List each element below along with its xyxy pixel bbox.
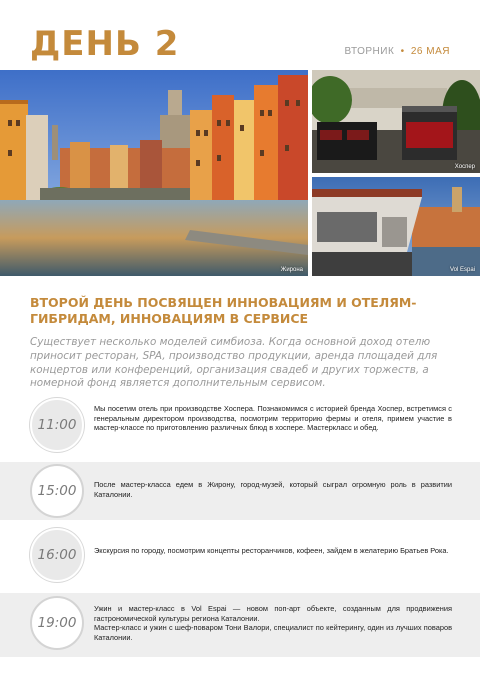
girona-illustration	[0, 70, 308, 276]
time-label: 11:00	[37, 417, 77, 433]
photo-caption-vol-espai: Vol Espai	[449, 267, 475, 273]
date-separator: •	[400, 46, 405, 57]
time-label: 19:00	[37, 615, 77, 631]
photo-caption-josper: Хоспер	[454, 164, 475, 170]
day-title: ДЕНЬ 2	[30, 24, 180, 64]
intro-paragraph: Существует несколько моделей симбиоза. Когда основной доход отелю приносит ресторан, SPA, производство продукции, аренда площадей для концертов или конференций, организация свадеб и других торжеств, а номерной фонд является дополнительным сервисом.	[30, 336, 438, 390]
josper-illustration	[312, 70, 480, 173]
time-badge	[30, 596, 84, 650]
schedule-description: После мастер-класса едем в Жирону, город-музей, который сыграл огромную роль в развитии Каталонии.	[94, 480, 452, 499]
schedule-description: Экскурсия по городу, посмотрим концепты ресторанчиков, кофеен, зайдем в желатерию Братьев Рока.	[94, 546, 449, 555]
schedule-description-line: Ужин и мастер-класс в Vol Espai — новом поп-арт объекте, созданным для продвижения гастрономической культуры региона Каталонии.	[94, 604, 452, 623]
date-line	[344, 46, 450, 57]
weekday: ВТОРНИК	[344, 46, 395, 57]
vol-espai-illustration	[312, 177, 480, 276]
schedule-row-1	[0, 398, 480, 456]
time-label: 16:00	[37, 547, 77, 563]
schedule-description: Мы посетим отель при производстве Хоспера. Познакомимся с историей бренда Хоспер, встретимся с генеральным директором производства, посмотрим территорию фермы и отеля, примем участие в мастер-классе по приготовлению различных блюд в хоспере. Мастеркласс и обед.	[94, 404, 452, 433]
photo-vol-espai	[312, 177, 480, 276]
photo-josper	[312, 70, 480, 173]
photo-girona	[0, 70, 308, 276]
photo-caption-girona: Жирона	[280, 267, 303, 273]
schedule-row-2	[0, 462, 480, 520]
time-badge	[30, 528, 84, 582]
schedule-description	[94, 604, 452, 642]
section-headline: ВТОРОЙ ДЕНЬ ПОСВЯЩЕН ИННОВАЦИЯМ И ОТЕЛЯМ-ГИБРИДАМ, ИННОВАЦИЯМ В СЕРВИСЕ	[30, 295, 417, 326]
time-badge	[30, 398, 84, 452]
schedule-description-line: Мастер-класс и ужин с шеф-поваром Тони Валори, специалист по кейтерингу, один из лучших поваров Каталонии.	[94, 623, 452, 642]
schedule-row-4	[0, 593, 480, 657]
time-label: 15:00	[37, 483, 77, 499]
date: 26 МАЯ	[410, 46, 450, 57]
time-badge	[30, 464, 84, 518]
schedule-row-3	[0, 528, 480, 586]
